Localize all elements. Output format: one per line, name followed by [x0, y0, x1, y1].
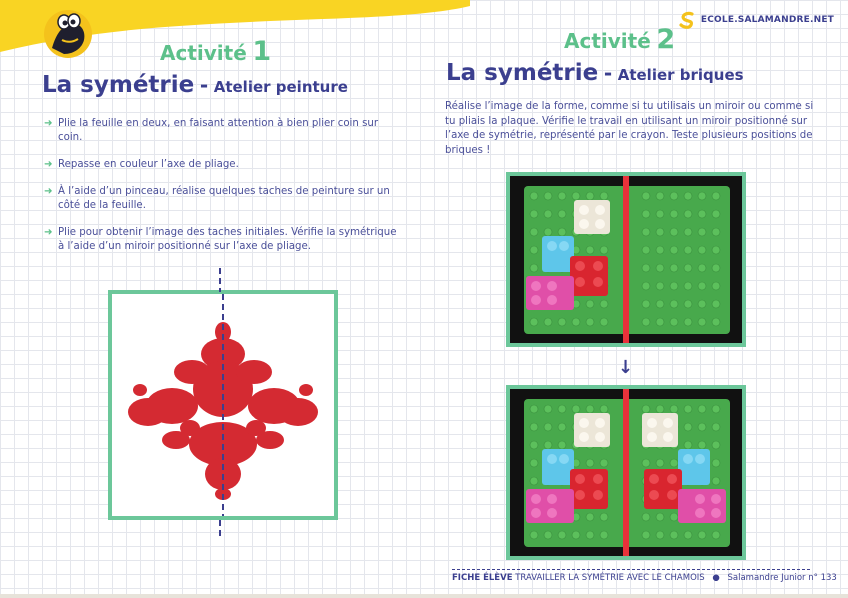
footer-divider [452, 569, 810, 570]
activity2-label [564, 24, 675, 55]
activity1-title [42, 72, 348, 98]
activity1-title-main: La symétrie [42, 72, 195, 98]
footer-label: FICHE ÉLÈVE [452, 573, 513, 583]
arrow-right-icon: ➜ [44, 118, 53, 129]
activity2-title [446, 60, 744, 86]
activity1-title-separator: - [199, 73, 209, 97]
pencil-axis [623, 389, 629, 556]
activity1-title-sub: Atelier peinture [213, 78, 348, 96]
arrow-right-icon: ➜ [44, 186, 53, 197]
fold-axis-extension-bottom [217, 520, 223, 540]
red-paint-blot [112, 294, 334, 516]
lego-photo-before [506, 172, 746, 347]
step-text: Plie pour obtenir l’image des taches initiales. Vérifie la symétrique à l’aide d’un miroir positionné sur l’axe de pliage. [58, 227, 397, 252]
step-text: À l’aide d’un pinceau, réalise quelques taches de peinture sur un côté de la feuille. [58, 186, 390, 211]
activity2-label-number: 2 [656, 24, 676, 55]
activity1-steps [44, 117, 404, 267]
ink-blot-image [108, 290, 338, 520]
activity1-label [160, 36, 271, 67]
arrow-right-icon: ➜ [44, 159, 53, 170]
fold-axis-extension [217, 268, 223, 292]
footer-issue: Salamandre Junior n° 133 [727, 573, 837, 583]
list-item [44, 185, 404, 213]
activity2-label-word: Activité [564, 29, 651, 53]
pencil-axis [623, 176, 629, 343]
activity1-label-word: Activité [160, 41, 247, 65]
activity2-instructions: Réalise l’image de la forme, comme si tu utilisais un miroir ou comme si tu pliais la plaque. Vérifie le travail en utilisant un miroir positionné sur l’axe de symétrie, représenté par le crayon. Teste plusieurs positions de briques ! [445, 101, 814, 156]
list-item [44, 226, 404, 254]
list-item [44, 117, 404, 145]
site-header [678, 11, 834, 29]
lego-plate-before [510, 176, 742, 343]
activity2-title-sub: Atelier briques [617, 66, 744, 84]
arrow-down-icon: ↓ [618, 357, 634, 378]
arrow-right-icon: ➜ [44, 227, 53, 238]
activity2-title-separator: - [603, 61, 613, 85]
lego-photo-after [506, 385, 746, 560]
step-text: Repasse en couleur l’axe de pliage. [58, 159, 239, 170]
site-name[interactable]: ECOLE.SALAMANDRE.NET [700, 15, 834, 25]
salamandre-logo-icon [678, 11, 696, 29]
activity1-label-number: 1 [252, 36, 272, 67]
activity2-title-main: La symétrie [446, 60, 599, 86]
step-text: Plie la feuille en deux, en faisant attention à bien plier coin sur coin. [58, 118, 379, 143]
footer-bullet: ● [712, 573, 720, 583]
lego-plate-after [510, 389, 742, 556]
page-edge [0, 594, 848, 598]
list-item [44, 158, 404, 172]
page-footer [452, 573, 837, 583]
mascot-salamander-icon [40, 4, 96, 60]
footer-topic: TRAVAILLER LA SYMÉTRIE AVEC LE CHAMOIS [515, 573, 705, 583]
